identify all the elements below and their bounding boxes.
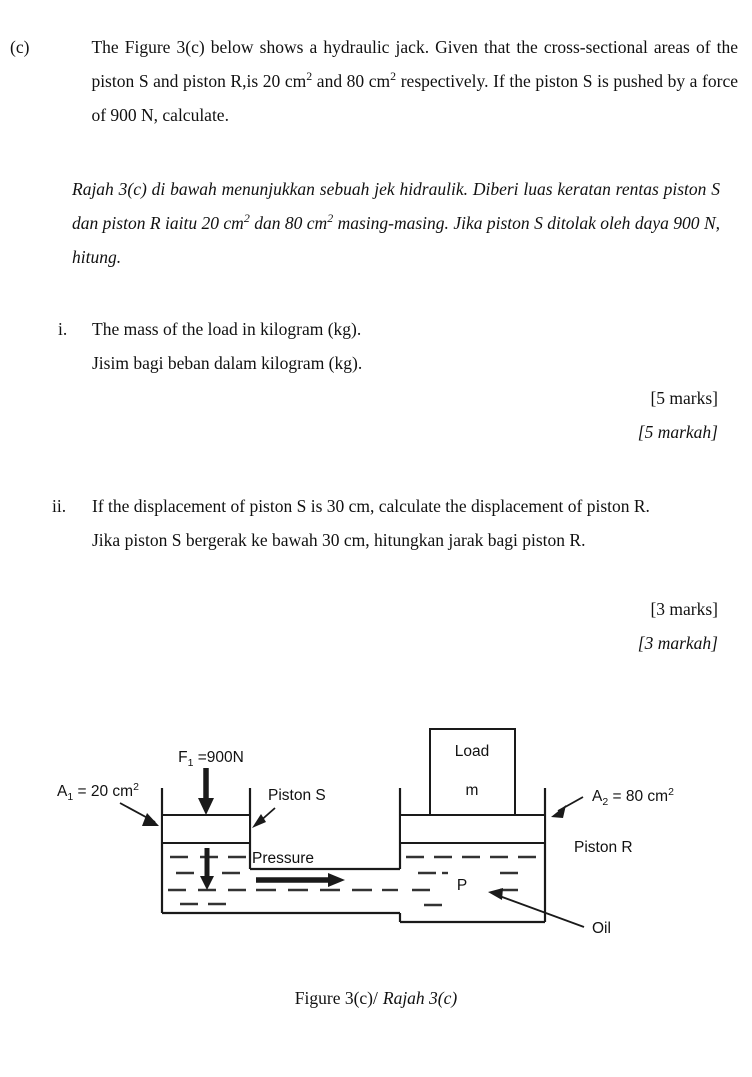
pressure-label: Pressure — [251, 850, 315, 867]
area1-label-sup: 2 — [133, 781, 139, 793]
area1-label — [57, 781, 139, 803]
oil-label: Oil — [592, 920, 611, 937]
question-c-block — [10, 30, 738, 132]
question-label-c: (c) — [10, 37, 30, 57]
question-c-malay-text-1: Rajah 3(c) di bawah menunjukkan sebuah jek hidraulik. Diberi luas keratan rentas piston S dan piston R iaitu 20 cm — [72, 179, 720, 233]
force-label-value: =900N — [193, 749, 244, 766]
area2-label-value: = 80 cm — [608, 788, 669, 805]
pressure-symbol-label: P — [456, 877, 468, 894]
load-label: Load — [454, 743, 490, 760]
hydraulic-jack-svg — [0, 700, 752, 970]
piston-s-block — [162, 815, 250, 843]
figure-caption-english: Figure 3(c)/ — [294, 988, 378, 1008]
area2-label-sup: 2 — [668, 786, 674, 798]
sub-item-i — [58, 312, 718, 380]
question-c-text-3: respectively. If the piston S is pushed by a force of 900 N, calculate. — [91, 71, 738, 125]
question-c-malay-text-3: masing-masing. Jika piston S ditolak oleh daya 900 N, hitung. — [72, 213, 720, 267]
piston-s-leader-arrow — [252, 808, 275, 828]
pressure-arrow — [256, 873, 345, 887]
marks-i-malay: [5 markah] — [637, 422, 718, 442]
question-c-text-2: and 80 cm — [312, 71, 391, 91]
force-label — [178, 749, 244, 769]
marks-ii-malay: [3 markah] — [637, 633, 718, 653]
sub-item-i-numeral: i. — [58, 319, 68, 339]
figure-caption — [0, 988, 752, 1009]
force-label-symbol: F — [178, 749, 188, 766]
sub-item-ii-content — [92, 489, 720, 557]
sub-item-ii — [52, 489, 720, 557]
superscript-two-b: 2 — [390, 69, 397, 84]
question-c-text-1: The Figure 3(c) below shows a hydraulic jack. Given that the cross-sectional areas of the piston S and piston R,is 20 cm — [91, 37, 738, 91]
area1-label-symbol: A — [57, 783, 68, 800]
area2-leader-arrow — [551, 797, 583, 818]
sub-item-ii-numeral: ii. — [52, 496, 67, 516]
area1-label-value: = 20 cm — [73, 783, 134, 800]
fluid-down-arrow — [200, 848, 214, 890]
question-c-malay — [72, 172, 720, 274]
area2-label — [592, 786, 674, 808]
sub-item-ii-english: If the displacement of piston S is 30 cm, calculate the displacement of piston R. — [92, 496, 650, 516]
question-c-english — [91, 30, 738, 132]
piston-s-label: Piston S — [268, 787, 326, 804]
area2-label-symbol: A — [592, 788, 603, 805]
sub-item-i-malay: Jisim bagi beban dalam kilogram (kg). — [92, 353, 363, 373]
question-c-malay-text-2: dan 80 cm — [249, 213, 328, 233]
marks-i-english: [5 marks] — [650, 388, 718, 408]
marks-ii-english: [3 marks] — [650, 599, 718, 619]
mass-label: m — [465, 782, 479, 799]
piston-r-label: Piston R — [574, 839, 633, 856]
sub-item-i-content — [92, 312, 692, 380]
sub-item-i-english: The mass of the load in kilogram (kg). — [92, 319, 362, 339]
superscript-two-a: 2 — [306, 69, 313, 84]
area2-label-sub: 2 — [602, 796, 609, 808]
force-label-sub: 1 — [187, 757, 194, 769]
sub-item-ii-malay: Jika piston S bergerak ke bawah 30 cm, hitungkan jarak bagi piston R. — [92, 530, 586, 550]
superscript-two-c: 2 — [243, 211, 250, 226]
force-arrow — [198, 768, 214, 815]
area1-label-sub: 1 — [67, 791, 74, 803]
question-c-malay-block — [72, 172, 720, 274]
right-cylinder-fluid — [406, 857, 536, 905]
figure-caption-malay: Rajah 3(c) — [382, 988, 458, 1008]
piston-r-block — [400, 815, 545, 843]
area1-leader-arrow — [120, 803, 159, 826]
load-box — [430, 729, 515, 815]
superscript-two-d: 2 — [327, 211, 334, 226]
hydraulic-jack-figure — [0, 700, 752, 970]
